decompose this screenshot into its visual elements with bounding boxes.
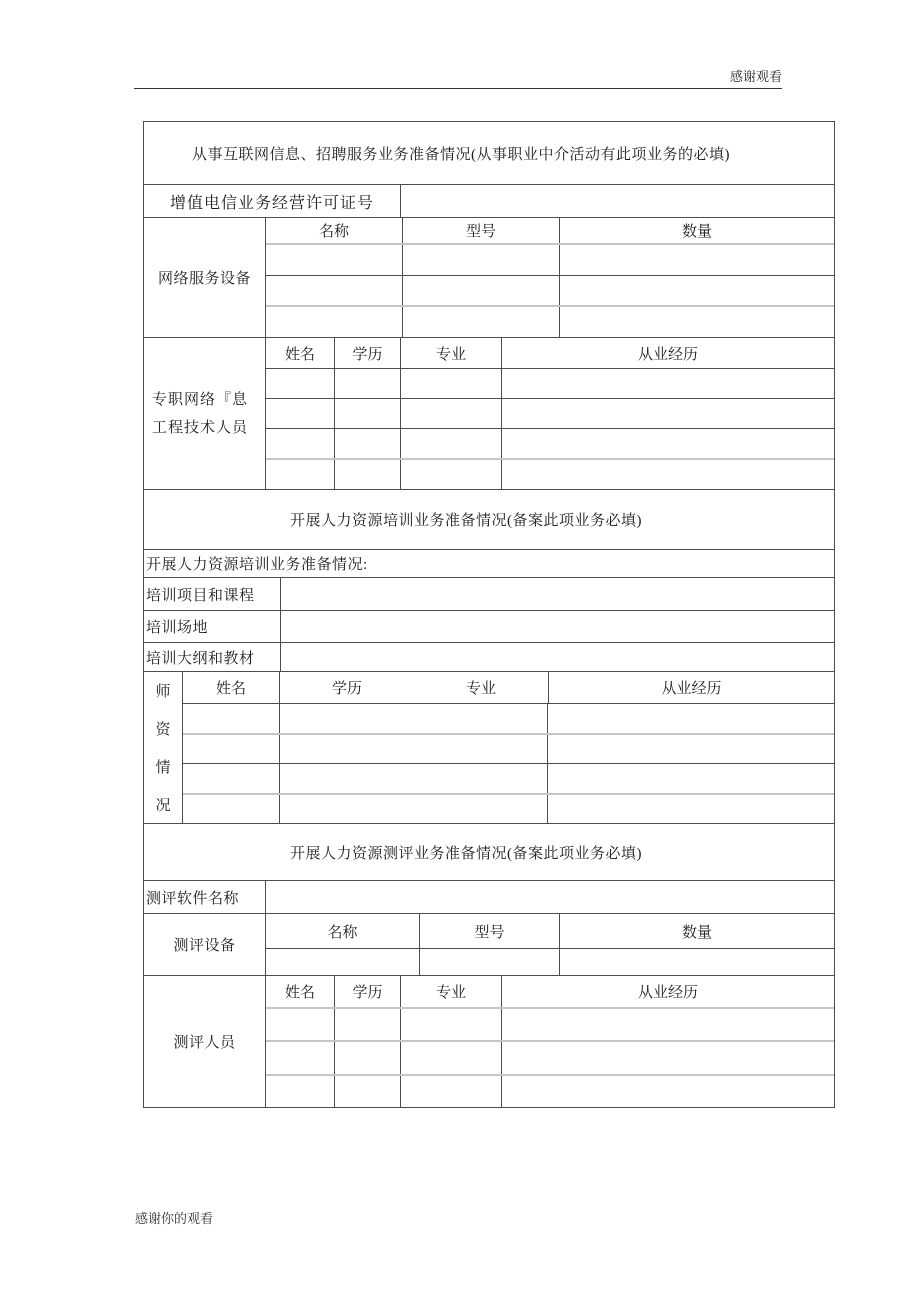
- assessment-section-title: 开展人力资源测评业务准备情况(备案此项业务必填): [290, 845, 642, 862]
- empty-cell: [266, 949, 420, 975]
- col-header-quantity: 数量: [681, 224, 712, 240]
- col-header-education: 学历: [335, 976, 401, 1007]
- empty-cell: [280, 735, 548, 764]
- empty-cell: [335, 429, 401, 458]
- application-form-table: [143, 121, 835, 1108]
- network-staff-label-line1: 专职网络『息: [152, 391, 249, 408]
- license-value-cell: [401, 185, 834, 217]
- empty-cell: [266, 1076, 335, 1107]
- col-header-model: 型号: [403, 218, 560, 243]
- assessment-personnel-block: [144, 976, 834, 1107]
- training-field-label: 培训大纲和教材: [144, 643, 281, 671]
- network-equipment-empty-row: [266, 307, 834, 337]
- col-header-major: 专业: [465, 681, 496, 697]
- internet-section-title-row: [144, 122, 834, 185]
- training-field-label: 培训场地: [144, 611, 281, 642]
- footer-note: 感谢你的观看: [135, 1211, 214, 1226]
- network-staff-empty-row: [266, 460, 834, 489]
- assessment-personnel-grid: [266, 976, 834, 1107]
- empty-cell: [502, 1076, 834, 1107]
- empty-cell: [560, 245, 834, 275]
- teachers-empty-row: [183, 735, 834, 765]
- empty-cell: [266, 369, 335, 398]
- assessment-software-value-cell: [266, 881, 834, 913]
- network-staff-label-line2: 工程技术人员: [152, 419, 249, 436]
- assessment-personnel-empty-row: [266, 1042, 834, 1075]
- network-equipment-grid: [266, 218, 834, 337]
- training-field-row: [144, 578, 834, 611]
- training-note-row: [144, 550, 834, 578]
- assessment-software-label: 测评软件名称: [144, 881, 266, 913]
- network-staff-empty-row: [266, 399, 834, 429]
- training-field-value-cell: [281, 643, 834, 671]
- teachers-empty-row: [183, 704, 834, 735]
- assessment-equipment-empty-row: [266, 949, 834, 975]
- empty-cell: [502, 1009, 834, 1040]
- empty-cell: [335, 1076, 401, 1107]
- col-header-major: 专业: [401, 976, 502, 1007]
- network-staff-header-row: [266, 338, 834, 369]
- network-equipment-empty-row: [266, 245, 834, 276]
- empty-cell: [266, 460, 335, 489]
- empty-cell: [280, 764, 548, 793]
- training-field-value-cell: [281, 578, 834, 610]
- empty-cell: [401, 1076, 502, 1107]
- teachers-label-char: 况: [155, 798, 171, 814]
- empty-cell: [403, 307, 560, 337]
- col-header-name: 名称: [266, 218, 403, 243]
- training-field-row: [144, 611, 834, 643]
- empty-cell: [548, 704, 834, 733]
- internet-section-title: 从事互联网信息、招聘服务业务准备情况(从事职业中介活动有此项业务的必填): [192, 146, 730, 163]
- training-field-row: [144, 643, 834, 672]
- network-equipment-empty-row: [266, 276, 834, 308]
- training-field-value-cell: [281, 611, 834, 642]
- col-header-name: 名称: [266, 914, 420, 948]
- empty-cell: [280, 704, 548, 733]
- assessment-equipment-grid: [266, 914, 834, 975]
- network-staff-label: [144, 338, 266, 489]
- assessment-software-row: [144, 881, 834, 914]
- col-header-name: 姓名: [183, 672, 280, 703]
- empty-cell: [183, 764, 280, 793]
- teachers-header-row: [183, 672, 834, 704]
- license-label: 增值电信业务经营许可证号: [144, 185, 401, 217]
- assessment-equipment-label: 测评设备: [144, 914, 266, 975]
- empty-cell: [560, 307, 834, 337]
- teachers-empty-row: [183, 795, 834, 824]
- teachers-label-char: 师: [155, 684, 171, 700]
- empty-cell: [401, 1009, 502, 1040]
- empty-cell: [266, 1009, 335, 1040]
- teachers-label-char: 资: [155, 722, 171, 738]
- assessment-personnel-empty-row: [266, 1009, 834, 1042]
- empty-cell: [502, 460, 834, 489]
- network-staff-grid: [266, 338, 834, 489]
- network-equipment-header-row: [266, 218, 834, 245]
- assessment-personnel-label: 测评人员: [144, 976, 266, 1107]
- header-rule: [134, 88, 782, 89]
- empty-cell: [335, 460, 401, 489]
- empty-cell: [266, 307, 403, 337]
- empty-cell: [280, 795, 548, 824]
- empty-cell: [335, 1009, 401, 1040]
- teachers-label: [144, 672, 183, 823]
- empty-cell: [266, 429, 335, 458]
- col-header-education: 学历: [331, 681, 362, 697]
- col-header-model: 型号: [420, 914, 560, 948]
- col-header-experience: 从业经历: [661, 681, 722, 697]
- empty-cell: [401, 429, 502, 458]
- empty-cell: [335, 1042, 401, 1073]
- col-header-major: 专业: [401, 338, 502, 368]
- empty-cell: [266, 245, 403, 275]
- empty-cell: [335, 369, 401, 398]
- empty-cell: [502, 369, 834, 398]
- training-section-title-row: [144, 490, 834, 550]
- training-section-title: 开展人力资源培训业务准备情况(备案此项业务必填): [290, 513, 642, 529]
- empty-cell: [548, 795, 834, 824]
- empty-cell: [560, 949, 834, 975]
- empty-cell: [401, 1042, 502, 1073]
- header-note: 感谢观看: [729, 69, 782, 84]
- empty-cell: [403, 245, 560, 275]
- empty-cell: [560, 276, 834, 306]
- assessment-equipment-header-row: [266, 914, 834, 949]
- assessment-personnel-header-row: [266, 976, 834, 1009]
- empty-cell: [401, 369, 502, 398]
- teachers-label-char: 情: [155, 760, 171, 776]
- empty-cell: [502, 429, 834, 458]
- network-equipment-label: 网络服务设备: [144, 218, 266, 337]
- assessment-personnel-empty-row: [266, 1076, 834, 1107]
- network-equipment-block: [144, 218, 834, 338]
- assessment-equipment-block: [144, 914, 834, 976]
- empty-cell: [420, 949, 560, 975]
- col-header-name: 姓名: [266, 976, 335, 1007]
- empty-cell: [548, 735, 834, 764]
- training-field-label: 培训项目和课程: [144, 578, 281, 610]
- empty-cell: [335, 399, 401, 428]
- empty-cell: [502, 1042, 834, 1073]
- empty-cell: [266, 1042, 335, 1073]
- network-staff-empty-row: [266, 429, 834, 460]
- license-row: [144, 185, 834, 218]
- empty-cell: [401, 460, 502, 489]
- training-note: 开展人力资源培训业务准备情况:: [146, 557, 368, 573]
- empty-cell: [548, 764, 834, 793]
- teachers-empty-row: [183, 764, 834, 795]
- col-header-education-major: [280, 672, 549, 703]
- network-staff-block: [144, 338, 834, 490]
- empty-cell: [403, 276, 560, 306]
- empty-cell: [183, 704, 280, 733]
- teachers-grid: [183, 672, 834, 823]
- col-header-experience: 从业经历: [637, 346, 698, 363]
- empty-cell: [401, 399, 502, 428]
- teachers-block: [144, 672, 834, 824]
- empty-cell: [266, 276, 403, 306]
- col-header-experience: 从业经历: [637, 985, 698, 1001]
- empty-cell: [266, 399, 335, 428]
- network-staff-empty-row: [266, 369, 834, 399]
- col-header-name: 姓名: [266, 338, 335, 368]
- col-header-education: 学历: [335, 338, 401, 368]
- empty-cell: [502, 399, 834, 428]
- empty-cell: [183, 795, 280, 824]
- col-header-quantity: 数量: [681, 924, 712, 941]
- empty-cell: [183, 735, 280, 764]
- assessment-section-title-row: [144, 824, 834, 881]
